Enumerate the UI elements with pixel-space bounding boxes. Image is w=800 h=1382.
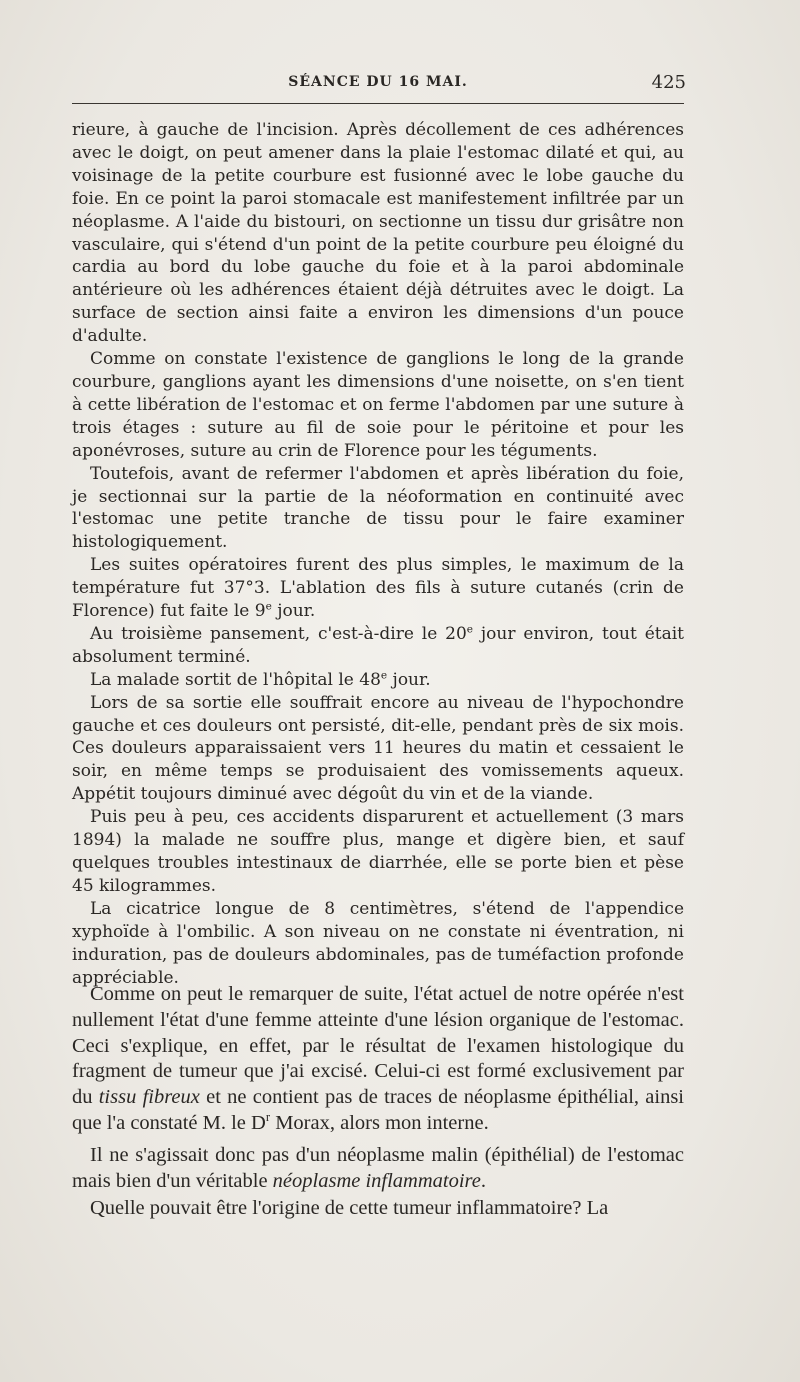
large-p1-title-sup: r: [265, 1110, 271, 1125]
large-p1-rest: et ne contient pas de traces de néoplasme épithélial, ainsi que l'a constaté M. le: [72, 1086, 684, 1134]
ordinal-superscript: e: [380, 669, 388, 682]
paragraph-4: Les suites opératoires furent des plus simples, le maximum de la température fut 37°3. L'ablation des fils à suture cutanés (crin de Florence) fut faite le 9e jour.: [72, 555, 684, 622]
running-title: SÉANCE DU 16 MAI.: [288, 74, 468, 90]
large-paragraph-2: [72, 1143, 684, 1195]
paragraph-9: La cicatrice longue de 8 centimètres, s'étend de l'appendice xyphoïde à l'ombilic. A son niveau on ne constate ni éventration, ni induration, pas de douleurs abdominales, pas de tuméfaction profonde appréciable.: [72, 898, 684, 988]
large-p1-emphasis: tissu fibreux: [98, 1086, 200, 1109]
large-p1-title: D: [251, 1111, 266, 1134]
large-paragraph-3: Quelle pouvait être l'origine de cette tumeur inflammatoire? La: [90, 1197, 609, 1220]
large-paragraph-1: [72, 982, 684, 1137]
ordinal-superscript: e: [466, 623, 474, 636]
paragraph-1: rieure, à gauche de l'incision. Après décollement de ces adhérences avec le doigt, on peut amener dans la plaie l'estomac dilaté et qui, au voisinage de la petite courbure est fusionné avec le lobe gauche du foie. En ce point la paroi stomacale est manifestement infiltrée par un néoplasme. A l'aide du bistouri, on sectionne un tissu dur grisâtre non vasculaire, qui s'étend d'un point de la petite courbure peu éloigné du cardia au bord du lobe gauche du foie et à la paroi abdominale antérieure où les adhérences étaient déjà détruites avec le doigt. La surface de section ainsi faite a environ les dimensions d'un pouce d'adulte.: [72, 120, 684, 347]
large-p1-text: Comme on peut le remarquer de suite, l'état actuel de notre opérée n'est nullement l'état d'une femme atteinte d'une lésion organique de l'estomac. Ceci s'explique, en effet, par le résultat de l'examen histologique du fragment de tumeur que j'ai excisé. Celui-ci est formé exclusivement par du: [72, 983, 684, 1109]
large-p2-text: Il ne s'agissait donc pas d'un néoplasme malin (épithélial) de l'estomac mais bien d'un véritable: [72, 1143, 684, 1192]
body-large-section: [72, 982, 684, 1222]
paragraph-6: La malade sortit de l'hôpital le 48e jour.: [90, 669, 431, 690]
paragraph-8: Puis peu à peu, ces accidents disparurent et actuellement (3 mars 1894) la malade ne souffre plus, mange et digère bien, et sauf quelques troubles intestinaux de diarrhée, elle se porte bien et pèse 45 kilogrammes.: [72, 807, 684, 896]
large-p1-end: Morax, alors mon interne.: [275, 1111, 489, 1134]
ordinal-superscript: e: [265, 600, 272, 613]
running-head: [72, 74, 684, 98]
paragraph-2: Comme on constate l'existence de ganglions le long de la grande courbure, ganglions ayant les dimensions d'une noisette, on s'en tient à cette libération de l'estomac et on ferme l'abdomen par une suture à trois étages : suture au fil de soie pour le péritoine et pour les aponévroses, suture au crin de Florence pour les téguments.: [72, 349, 684, 461]
paragraph-5: Au troisième pansement, c'est-à-dire le 20e jour environ, tout était absolument terminé.: [72, 623, 684, 667]
large-p2-end: .: [480, 1169, 486, 1192]
paragraph-3: Toutefois, avant de refermer l'abdomen et après libération du foie, je sectionnai sur la partie de la néoformation en continuité avec l'estomac une petite tranche de tissu pour le faire examiner histologiquement.: [72, 463, 684, 553]
page-number: 425: [651, 72, 686, 93]
body-small-section: [72, 119, 684, 989]
large-p2-emphasis: néoplasme inflammatoire: [272, 1169, 481, 1192]
header-rule: [72, 103, 684, 104]
paragraph-7: Lors de sa sortie elle souffrait encore au niveau de l'hypochondre gauche et ces douleurs ont persisté, dit-elle, pendant près de six mois. Ces douleurs apparaissaient vers 11 heures du matin et cessaient le soir, en même temps se produisaient des vomissements aqueux. Appétit toujours diminué avec dégoût du vin et de la viande.: [72, 692, 684, 805]
